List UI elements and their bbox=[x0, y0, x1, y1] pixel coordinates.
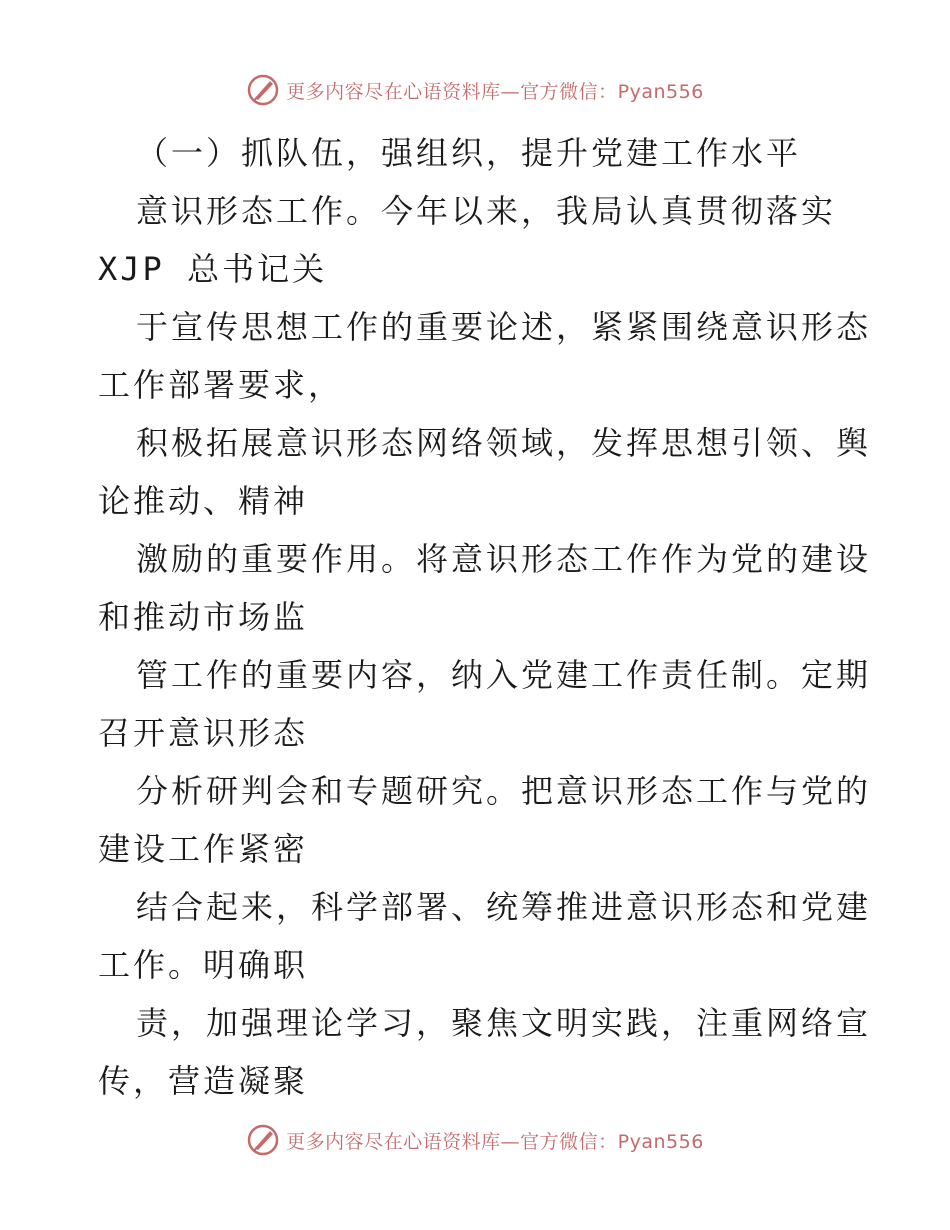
text-line: 和推动市场监 bbox=[98, 598, 309, 636]
document-body bbox=[98, 124, 872, 1110]
text-line: 结合起来，科学部署、统筹推进意识形态和党建 bbox=[136, 888, 872, 926]
header-watermark bbox=[0, 70, 950, 110]
watermark-text: 更多内容尽在心语资料库—官方微信：Pyan556 bbox=[286, 80, 704, 103]
text-line: 召开意识形态 bbox=[98, 714, 309, 752]
text-line: 分析研判会和专题研究。把意识形态工作与党的 bbox=[136, 772, 872, 810]
text-line: XJP 总书记关 bbox=[98, 250, 328, 288]
quill-pen-logo-icon bbox=[246, 73, 280, 107]
text-line: 传，营造凝聚 bbox=[98, 1062, 309, 1100]
wechat-id: Pyan556 bbox=[617, 80, 704, 103]
text-line: 意识形态工作。今年以来，我局认真贯彻落实 bbox=[136, 192, 837, 230]
section-heading: （一）抓队伍，强组织，提升党建工作水平 bbox=[136, 134, 802, 172]
wechat-id: Pyan556 bbox=[617, 1130, 704, 1153]
watermark-text: 更多内容尽在心语资料库—官方微信：Pyan556 bbox=[286, 1130, 704, 1153]
text-line: 建设工作紧密 bbox=[98, 830, 309, 868]
text-line: 工作部署要求， bbox=[98, 366, 344, 404]
footer-watermark bbox=[0, 1120, 950, 1160]
quill-pen-logo-icon bbox=[246, 1123, 280, 1157]
text-line: 责，加强理论学习，聚焦文明实践，注重网络宣 bbox=[136, 1004, 872, 1042]
text-line: 工作。明确职 bbox=[98, 946, 309, 984]
text-line: 激励的重要作用。将意识形态工作作为党的建设 bbox=[136, 540, 872, 578]
text-line: 论推动、精神 bbox=[98, 482, 309, 520]
text-line: 于宣传思想工作的重要论述，紧紧围绕意识形态 bbox=[136, 308, 872, 346]
text-line: 管工作的重要内容，纳入党建工作责任制。定期 bbox=[136, 656, 872, 694]
text-line: 积极拓展意识形态网络领域，发挥思想引领、舆 bbox=[136, 424, 872, 462]
